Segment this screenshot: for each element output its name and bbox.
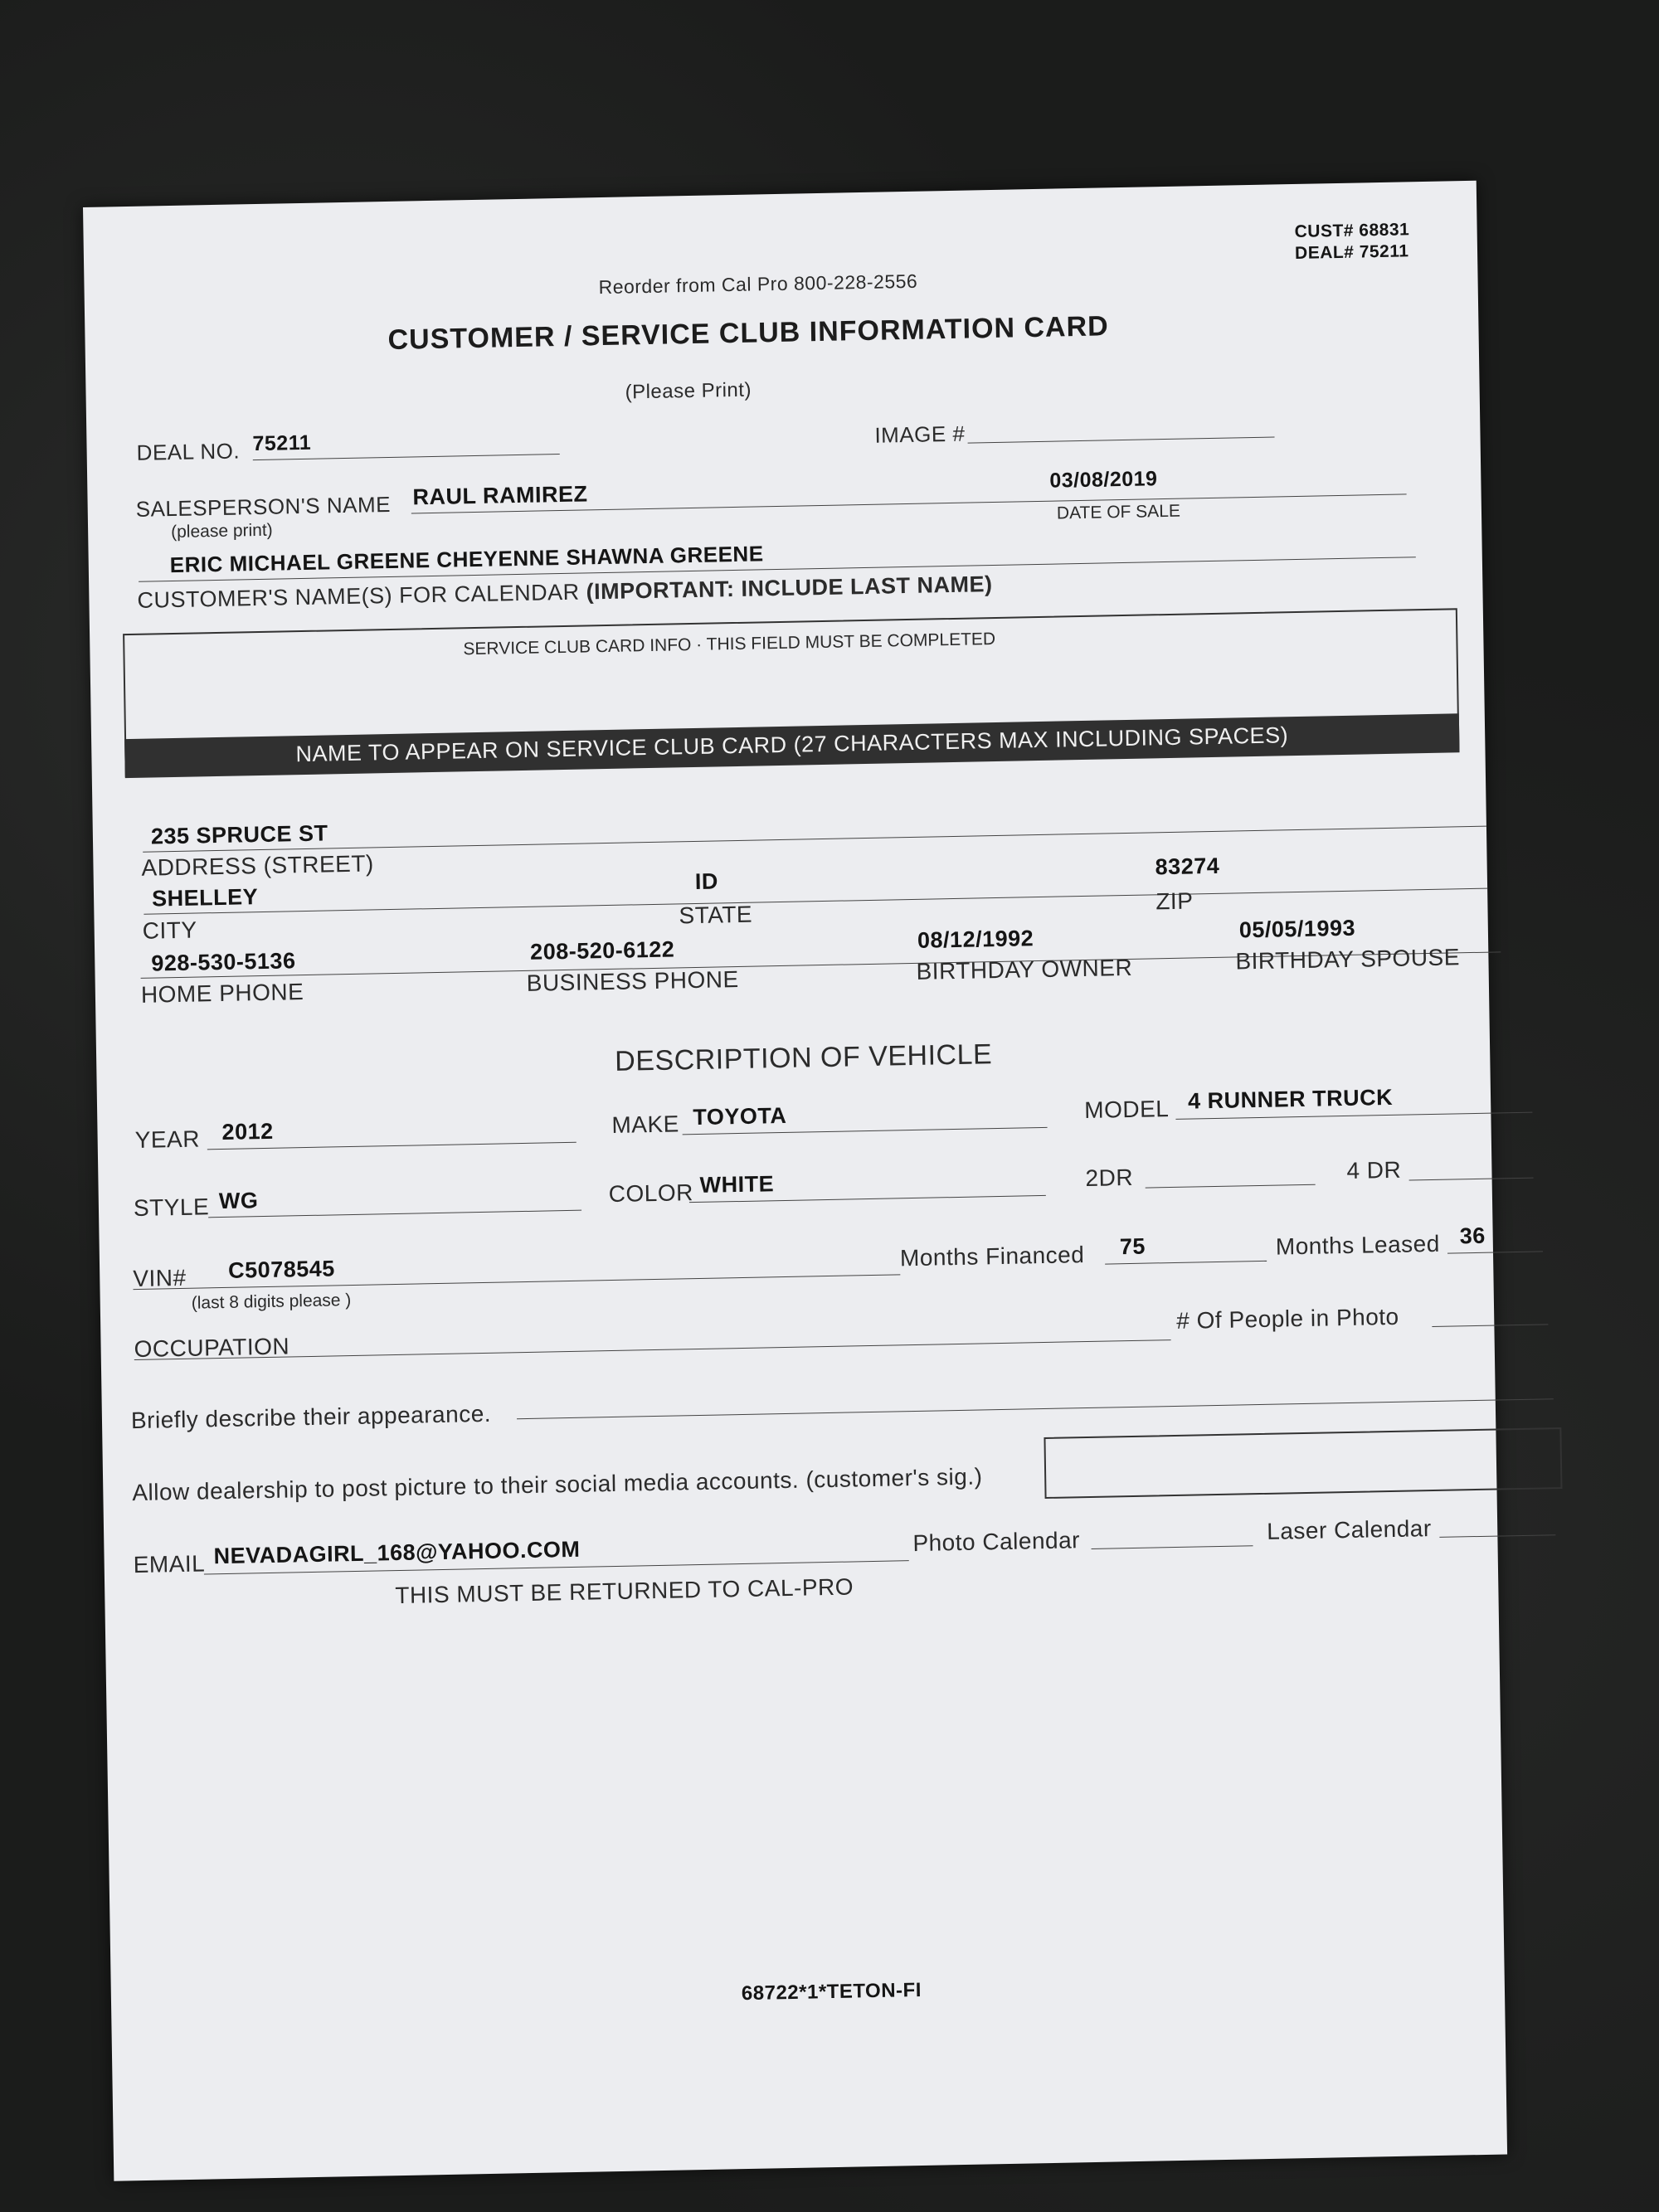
- style-label: STYLE: [133, 1194, 210, 1222]
- months-financed-value[interactable]: 75: [1119, 1233, 1146, 1260]
- color-label: COLOR: [608, 1179, 694, 1208]
- cust-number: CUST# 68831: [1294, 220, 1410, 241]
- appearance-line[interactable]: [517, 1398, 1554, 1419]
- email-label: EMAIL: [133, 1550, 206, 1578]
- home-phone-value[interactable]: 928-530-5136: [151, 948, 296, 976]
- return-note: THIS MUST BE RETURNED TO CAL-PRO: [395, 1573, 854, 1609]
- deal-number-stamp: DEAL# 75211: [1294, 241, 1409, 263]
- please-print-sublabel: (please print): [170, 520, 273, 542]
- months-financed-label: Months Financed: [899, 1242, 1085, 1271]
- model-label: MODEL: [1084, 1096, 1170, 1124]
- image-no-line[interactable]: [968, 436, 1275, 443]
- business-phone-value[interactable]: 208-520-6122: [529, 936, 675, 965]
- laser-calendar-line[interactable]: [1439, 1534, 1555, 1538]
- deal-no-value[interactable]: 75211: [252, 430, 312, 456]
- birthday-spouse-label: BIRTHDAY SPOUSE: [1235, 944, 1461, 975]
- months-leased-label: Months Leased: [1275, 1230, 1441, 1260]
- reorder-note: Reorder from Cal Pro 800-228-2556: [598, 270, 918, 299]
- city-state-zip-line: [144, 888, 1487, 915]
- four-door-line[interactable]: [1409, 1178, 1534, 1181]
- vin-sublabel: (last 8 digits please ): [191, 1291, 352, 1313]
- social-media-signature-box[interactable]: [1044, 1427, 1562, 1499]
- two-door-line[interactable]: [1146, 1184, 1316, 1189]
- style-line: [208, 1210, 581, 1218]
- make-value[interactable]: TOYOTA: [693, 1102, 787, 1130]
- four-door-label: 4 DR: [1346, 1156, 1402, 1184]
- social-media-label: Allow dealership to post picture to their social media accounts. (customer's sig.): [132, 1463, 983, 1506]
- people-in-photo-label: # Of People in Photo: [1176, 1303, 1399, 1334]
- date-of-sale-label: DATE OF SALE: [1056, 501, 1181, 523]
- months-leased-value[interactable]: 36: [1459, 1223, 1486, 1249]
- people-in-photo-line[interactable]: [1432, 1324, 1548, 1327]
- footer-code: 68722*1*TETON-FI: [741, 1978, 922, 2005]
- vin-value[interactable]: C5078545: [227, 1256, 335, 1283]
- state-label: STATE: [679, 901, 753, 929]
- laser-calendar-label: Laser Calendar: [1267, 1515, 1432, 1544]
- city-value[interactable]: SHELLEY: [151, 884, 259, 912]
- appearance-label: Briefly describe their appearance.: [130, 1400, 492, 1434]
- home-phone-label: HOME PHONE: [140, 979, 304, 1008]
- customer-names-label-important: (IMPORTANT: INCLUDE LAST NAME): [586, 571, 993, 605]
- style-value[interactable]: WG: [218, 1188, 259, 1214]
- birthday-spouse-value[interactable]: 05/05/1993: [1238, 915, 1356, 943]
- year-label: YEAR: [134, 1125, 201, 1153]
- business-phone-label: BUSINESS PHONE: [526, 965, 739, 996]
- year-value[interactable]: 2012: [221, 1118, 274, 1145]
- two-door-label: 2DR: [1085, 1164, 1134, 1192]
- customer-names-label: [137, 571, 992, 614]
- vin-label: VIN#: [133, 1264, 187, 1292]
- photo-calendar-label: Photo Calendar: [912, 1527, 1081, 1557]
- service-club-box-title: SERVICE CLUB CARD INFO · THIS FIELD MUST BE COMPLETED: [463, 629, 996, 659]
- please-print-note: (Please Print): [625, 378, 752, 404]
- salesperson-value[interactable]: RAUL RAMIREZ: [412, 481, 588, 510]
- address-value[interactable]: 235 SPRUCE ST: [150, 820, 328, 849]
- birthday-owner-value[interactable]: 08/12/1992: [917, 926, 1034, 953]
- date-of-sale-value[interactable]: 03/08/2019: [1049, 467, 1158, 493]
- color-value[interactable]: WHITE: [699, 1171, 775, 1198]
- zip-label: ZIP: [1155, 887, 1194, 915]
- form-title: CUSTOMER / SERVICE CLUB INFORMATION CARD: [387, 310, 1109, 356]
- customer-names-label-text: CUSTOMER'S NAME(S) FOR CALENDAR: [137, 579, 580, 613]
- cust-deal-stamp: [1294, 219, 1409, 265]
- occupation-label: OCCUPATION: [134, 1333, 290, 1363]
- image-no-label: IMAGE #: [874, 421, 966, 448]
- address-line: [143, 826, 1486, 853]
- salesperson-label: SALESPERSON'S NAME: [135, 491, 392, 522]
- birthday-owner-label: BIRTHDAY OWNER: [916, 954, 1133, 984]
- photo-calendar-line[interactable]: [1092, 1545, 1253, 1549]
- occupation-line[interactable]: [134, 1339, 1171, 1360]
- months-financed-line: [1105, 1261, 1267, 1265]
- deal-no-label: DEAL NO.: [136, 438, 241, 465]
- service-club-name-bar: NAME TO APPEAR ON SERVICE CLUB CARD (27 CHARACTERS MAX INCLUDING SPACES): [124, 713, 1459, 777]
- model-value[interactable]: 4 RUNNER TRUCK: [1187, 1084, 1394, 1114]
- email-value[interactable]: NEVADAGIRL_168@YAHOO.COM: [213, 1536, 581, 1569]
- form-sheet: [83, 181, 1507, 2181]
- zip-value[interactable]: 83274: [1155, 853, 1220, 880]
- make-label: MAKE: [611, 1111, 680, 1138]
- customer-names-value[interactable]: ERIC MICHAEL GREENE CHEYENNE SHAWNA GREENE: [169, 541, 764, 578]
- city-label: CITY: [142, 916, 197, 944]
- address-label: ADDRESS (STREET): [141, 850, 374, 881]
- months-leased-line: [1447, 1251, 1543, 1253]
- vehicle-heading: DESCRIPTION OF VEHICLE: [614, 1038, 993, 1077]
- state-value[interactable]: ID: [694, 868, 719, 894]
